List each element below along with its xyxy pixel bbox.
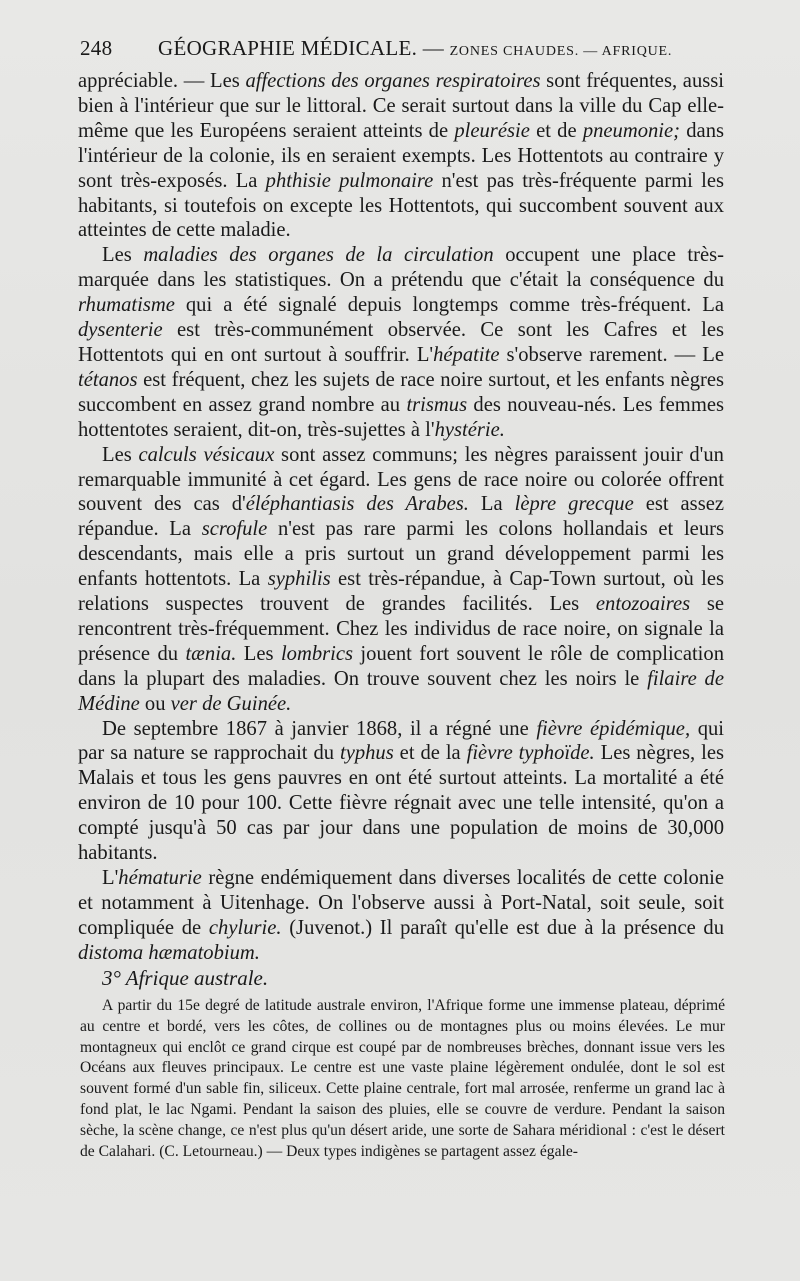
text-run: est très-répandue, à Cap-Town surtout, où les relations suspectes trouvent de grandes facilités. Les bbox=[78, 568, 725, 616]
italic-term: calculs vésicaux bbox=[138, 443, 275, 466]
italic-term: typhus bbox=[339, 742, 394, 765]
italic-term: ver de Guinée. bbox=[170, 692, 292, 715]
text-run: De septembre 1867 à janvier 1868, il a régné une bbox=[102, 717, 537, 740]
small-print-block bbox=[80, 996, 725, 1162]
italic-term: fièvre épidémique, bbox=[536, 717, 691, 740]
text-run: et de la bbox=[393, 742, 467, 765]
text-run: ou bbox=[139, 692, 171, 715]
body-paragraph bbox=[78, 69, 724, 243]
italic-term: hystérie. bbox=[434, 418, 505, 441]
text-run: dans l'intérieur de la colonie, ils en seraient exempts. Les Hottentots au contraire y sont très-exposés. La bbox=[78, 119, 724, 192]
italic-term: lombrics bbox=[280, 642, 354, 665]
text-run: se rencontrent très-fréquemment. Chez les individus de race noire, on signale la présence du bbox=[78, 593, 725, 665]
italic-term: pneumonie; bbox=[582, 119, 681, 142]
body-paragraph bbox=[78, 443, 724, 717]
italic-term: entozoaires bbox=[595, 593, 691, 616]
text-run: est très-communément observée. Ce sont les Cafres et les Hottentots qui en ont surtout à souffrir. L' bbox=[78, 319, 724, 366]
text-run: n'est pas très-fréquente parmi les habitants, si toutefois on excepte les Hottentots, qui succombent souvent aux atteintes de cette maladie. bbox=[78, 169, 724, 242]
text-run: occupent une place très-marquée dans les statistiques. On a prétendu que c'était la conséquence du bbox=[78, 244, 724, 292]
italic-term: rhumatisme bbox=[78, 294, 175, 317]
italic-term: filaire de Médine bbox=[78, 667, 724, 715]
text-run: appréciable. — Les bbox=[78, 70, 246, 92]
italic-term: scrofule bbox=[201, 518, 268, 541]
section-heading: 3° Afrique australe. bbox=[102, 966, 269, 990]
italic-term: maladies des organes de la circulation bbox=[143, 244, 494, 267]
italic-term: hépatite bbox=[433, 343, 500, 366]
text-run: Les bbox=[102, 443, 139, 466]
italic-term: distoma hæmatobium. bbox=[78, 941, 260, 964]
italic-term: trismus bbox=[406, 393, 468, 416]
body-paragraph bbox=[78, 717, 724, 866]
italic-term: syphilis bbox=[267, 568, 331, 591]
small-print-paragraph: A partir du 15e degré de latitude australe environ, l'Afrique forme une immense plateau, déprimé au centre et bordé, vers les côtes, de collines ou de montagnes plus ou moins élevées. Le mur montagneux qui enclôt ce grand cirque est coupé par de nombreuses brèches, donnant issue vers les Océans aux fleuves principaux. Le centre est une vaste plaine légèrement ondulée, dont le sol est souvent formé d'un sable fin, siliceux. Cette plaine centrale, fort mal arrosée, renferme un grand lac à fond plat, le lac Ngami. Pendant la saison des pluies, elle se couvre de verdure. Pendant la saison sèche, la scène change, ce n'est plus qu'un désert aride, une sorte de Sahara méridional : c'est le désert de Calahari. (C. Letourneau.) — Deux types indigènes se partagent assez égale- bbox=[80, 997, 725, 1160]
italic-term: fièvre typhoïde. bbox=[466, 742, 595, 765]
italic-term: phthisie pulmonaire bbox=[265, 169, 434, 192]
text-run: Les bbox=[236, 642, 281, 665]
italic-term: lèpre grecque bbox=[514, 493, 634, 516]
italic-term: hématurie bbox=[118, 867, 202, 889]
italic-term: chylurie. bbox=[208, 916, 282, 939]
text-run: (Juvenot.) Il paraît qu'elle est due à la présence du bbox=[281, 916, 725, 939]
text-run: et de bbox=[529, 119, 583, 142]
italic-term: pleurésie bbox=[454, 119, 530, 142]
page-number: 248 bbox=[80, 36, 113, 60]
italic-term: affections des organes respiratoires bbox=[245, 70, 541, 92]
running-title bbox=[158, 36, 672, 61]
running-title-main: GÉOGRAPHIE MÉDICALE. — bbox=[158, 36, 450, 60]
italic-term: tænia. bbox=[185, 642, 237, 665]
running-header bbox=[80, 36, 725, 66]
body-paragraph bbox=[78, 866, 724, 966]
text-run: jouent fort souvent le rôle de complication dans la plupart des maladies. On trouve souvent chez les noirs le bbox=[78, 642, 724, 690]
text-run: n'est pas rare parmi les colons hollandais et leurs descendants, mais elle a pris surtout un grand développement parmi les enfants hottentots. La bbox=[78, 518, 724, 591]
text-run: qui a été signalé depuis longtemps comme très-fréquent. La bbox=[174, 294, 724, 317]
text-run: Les nègres, les Malais et tous les gens pauvres en ont été surtout atteints. La mortalité a été environ de 10 pour 100. Cette fièvre régnait avec une telle intensité, qu'on a compté jusqu'à 50 cas par jour dans une population de moins de 30,000 habitants. bbox=[78, 742, 724, 865]
text-run: est assez répandue. La bbox=[78, 493, 724, 541]
running-title-section: ZONES CHAUDES. — AFRIQUE. bbox=[449, 44, 673, 59]
body-paragraph bbox=[78, 243, 724, 442]
text-run: La bbox=[468, 493, 515, 516]
text-run: sont assez communs; les nègres paraissent jouir d'un remarquable immunité à cet égard. Les gens de race noire ou colorée offrent souvent des cas d' bbox=[78, 443, 724, 516]
italic-term: dysenterie bbox=[78, 319, 163, 342]
text-run: sont fréquentes, aussi bien à l'intérieur que sur le littoral. Ce serait surtout dans la ville du Cap elle-même que les Européens seraient atteints de bbox=[78, 70, 724, 142]
italic-term: éléphantiasis des Arabes. bbox=[245, 493, 469, 516]
text-run: qui par sa nature se rapprochait du bbox=[78, 717, 725, 765]
text-run: L' bbox=[102, 867, 119, 889]
text-run: s'observe rarement. — Le bbox=[499, 343, 724, 366]
italic-term: tétanos bbox=[78, 368, 138, 391]
text-run: est fréquent, chez les sujets de race noire surtout, et les enfants nègres succombent en assez grand nombre au bbox=[78, 368, 724, 416]
main-text-block bbox=[78, 69, 724, 966]
text-run: règne endémiquement dans diverses localités de cette colonie et notamment à Uitenhage. On l'observe aussi à Port-Natal, soit seule, soit compliquée de bbox=[78, 867, 724, 939]
text-run: Les bbox=[102, 244, 144, 267]
text-run: des nouveau-nés. Les femmes hottentotes seraient, dit-on, très-sujettes à l' bbox=[78, 393, 724, 441]
